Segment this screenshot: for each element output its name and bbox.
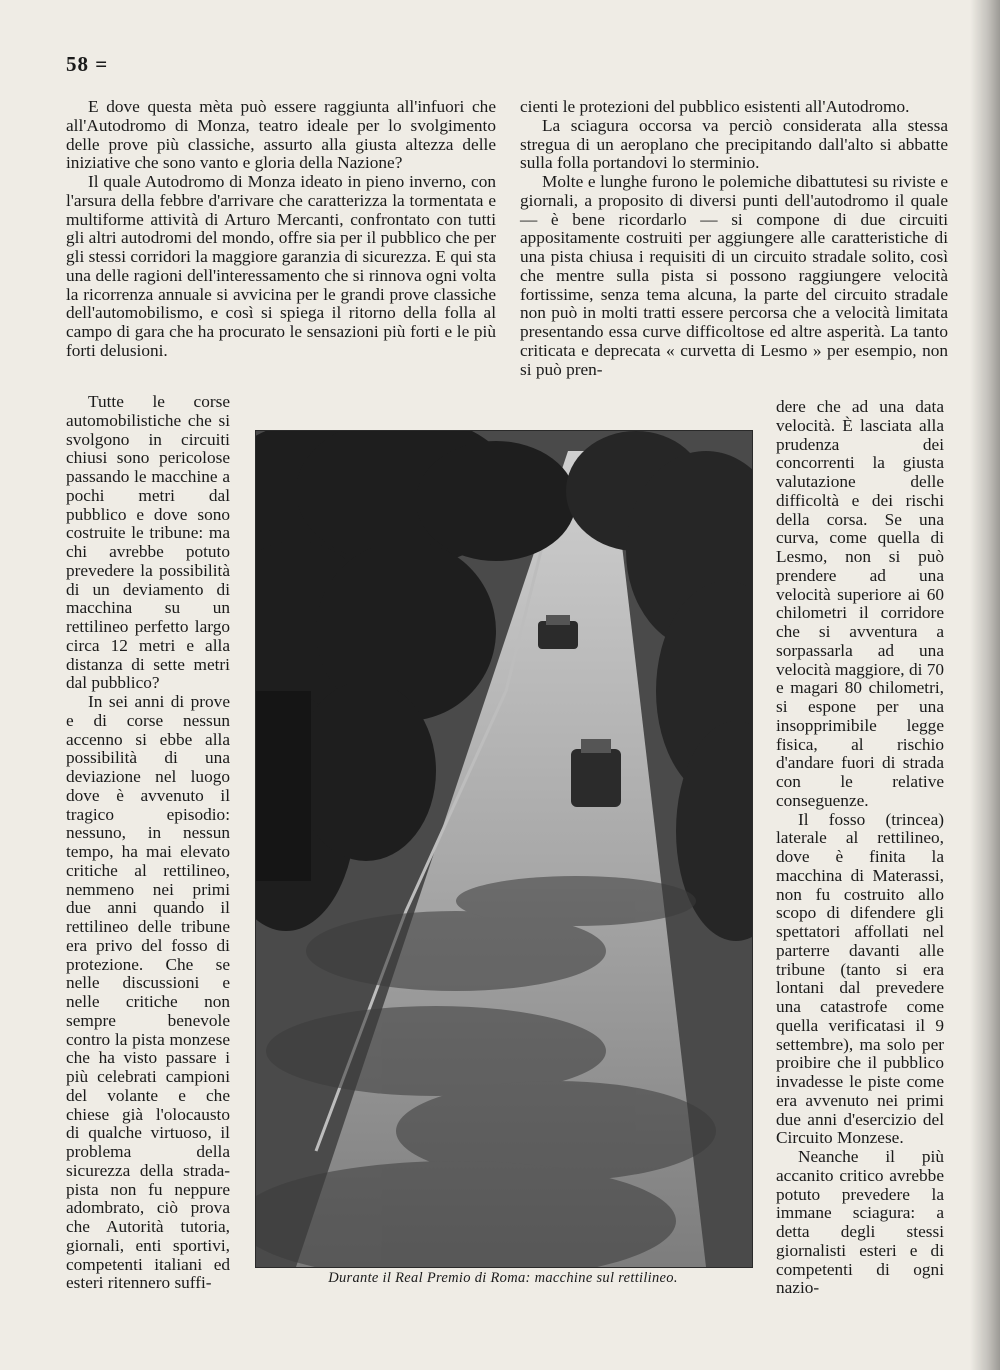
paragraph: Il quale Autodromo di Monza ideato in pieno inverno, con l'arsura della febbre d'arrivare che caratterizza la tormentata e multiforme attività di Arturo Mercanti, confrontato con tutti gli altri autodromi del mondo, offre sia per il pubblico che per gli stessi corridori la maggiore garanzia di sicurezza. E qui sta una delle ragioni dell'interessamento che si rinnova ogni volta la ricorrenza annuale si avvicina per le grandi prove classiche dell'automobilismo, e così si spiega il ritorno della folla al campo di gara che ha procurato le sensazioni più forti e le più forti delusioni.	[66, 172, 496, 360]
column-2-narrow	[776, 398, 944, 1298]
spectators	[256, 691, 311, 881]
paragraph: Molte e lunghe furono le polemiche dibattutesi su riviste e giornali, a proposito di diversi punti dell'autodromo il quale — è bene ricordarlo — si compone di due circuiti appositamente costruiti per aggiungere alle caratteristiche di una pista chiusa i requisiti di un circuito stradale solito, così che mentre sulla pista si possono raggiungere velocità fortissime, senza tema alcuna, la parte del circuito stradale non può in molti tratti essere percorsa che a velocità limitata presentando essa curve difficoltose ed altre asperità. La tanto criticata e deprecata « curvetta di Lesmo » per esempio, non si può pren-	[520, 172, 948, 379]
paragraph: In sei anni di prove e di corse nessun accenno si ebbe alla possibilità di una deviazione nel luogo dove è avvenuto il tragico episodio: nessuno, in nessun tempo, ha mai elevato critiche al rettilineo, nemmeno nei primi due anni quando il rettilineo delle tribune era privo del fosso di protezione. Che se nelle discussioni e nelle critiche non sempre benevole contro la pista monzese che ha visto passare i più celebrati campioni del volante e che chiese già l'olocausto di qualche virtuoso, il problema della sicurezza della strada-pista non fu neppure adombrato, ciò prova che Autorità tutoria, giornali, enti sportivi, competenti italiani ed esteri ritennero suffi-	[66, 692, 230, 1293]
column-2-top	[520, 98, 948, 379]
photo-caption: Durante il Real Premio di Roma: macchine sul rettilineo.	[328, 1270, 678, 1286]
paragraph: La sciagura occorsa va perciò considerata alla stessa stregua di un aeroplano che precipitando dall'alto si abbatte sulla folla portandovi lo sterminio.	[520, 115, 948, 173]
column-1-narrow	[66, 393, 230, 1293]
paragraph: Il fosso (trincea) laterale al rettilineo, dove è finita la macchina di Materassi, non fu costruito allo scopo di difendere gli spettatori affollati nel parterre davanti alle tribune (tanto si era lontani dal prevedere una catastrofe come quella verificatasi il 9 settembre), ma solo per proibire che il pubblico invadesse le piste come era avvenuto nei primi due anni d'esercizio del Circuito Monzese.	[776, 809, 944, 1148]
paragraph: cienti le protezioni del pubblico esistenti all'Autodromo.	[520, 97, 910, 116]
page-number: 58 =	[66, 52, 109, 76]
paragraph: Neanche il più accanito critico avrebbe potuto prevedere la immane sciagura: a detta degli stessi giornalisti esteri e di competenti di ogni nazio-	[776, 1147, 944, 1298]
car-near	[571, 739, 621, 807]
page-spine-shadow	[970, 0, 1000, 1370]
paragraph: E dove questa mèta può essere raggiunta all'infuori che all'Autodromo di Monza, teatro ideale per lo svolgimento delle prove più classiche, assurto alla giusta altezza delle iniziative che sono vanto e gloria della Nazione?	[66, 97, 496, 173]
paragraph: Tutte le corse automobilistiche che si svolgono in circuiti chiusi sono pericolose passando le macchine a pochi metri dal pubblico e dove sono costruite le tribune: ma chi avrebbe potuto prevedere la possibilità di un deviamento di macchina su un rettilineo perfetto largo circa 12 metri e alla distanza di sette metri dal pubblico?	[66, 392, 230, 693]
column-1-top	[66, 98, 496, 361]
race-photo-illustration	[256, 431, 752, 1267]
paragraph: dere che ad una data velocità. È lasciata alla prudenza dei concorrenti la giusta valutazione delle difficoltà e dei rischi della corsa. Se una curva, come quella di Lesmo, non si può prendere ad una velocità superiore ai 60 chilometri il corridore che si avventura a sorpassarla ad una velocità maggiore, di 70 e magari 80 chilometri, si espone per una insopprimibile legge fisica, al rischio d'andare fuori di strada con le relative conseguenze.	[776, 397, 944, 810]
race-photo	[255, 430, 753, 1268]
